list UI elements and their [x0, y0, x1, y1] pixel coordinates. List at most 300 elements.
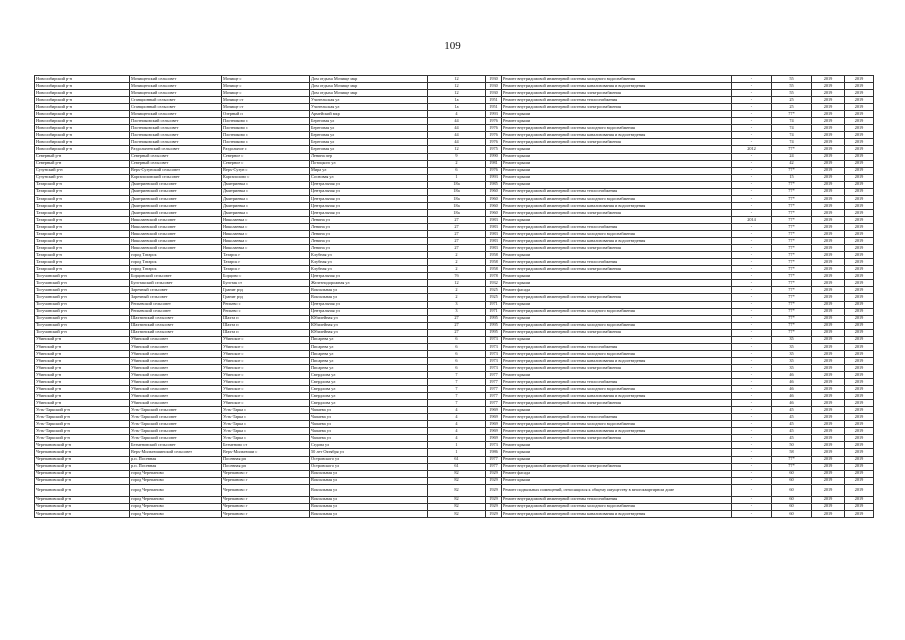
cell-work-type: Ремонт внутридомовой инженерной системы холодного водоснабжения: [502, 125, 732, 132]
cell-settlement: р.п. Посевная: [130, 463, 222, 470]
cell-wear: 45: [772, 414, 812, 421]
cell-plan-end: 2019: [845, 252, 874, 259]
cell-wear: 60: [772, 477, 812, 484]
cell-plan-start: 2019: [812, 503, 845, 510]
cell-plan-end: 2019: [845, 470, 874, 477]
cell-street: Центральная ул: [310, 301, 428, 308]
cell-plan-start: 2019: [812, 76, 845, 83]
cell-house: 27: [428, 216, 486, 223]
cell-house: 1: [428, 449, 486, 456]
cell-year: 1973: [486, 364, 502, 371]
table-row: [35, 477, 874, 484]
cell-year: 1986: [486, 449, 502, 456]
cell-work-type: Ремонт внутридомовой инженерной системы канализования и водоотведения: [502, 132, 732, 139]
cell-settlement: Убинский сельсовет: [130, 386, 222, 393]
cell-year: 1951: [486, 97, 502, 104]
cell-settlement: Шахтинский сельсовет: [130, 322, 222, 329]
cell-settlement: Верх-Мильтюшинский сельсовет: [130, 449, 222, 456]
cell-plan-start: 2019: [812, 456, 845, 463]
cell-settlement: Шахтинский сельсовет: [130, 329, 222, 336]
cell-district: Черепановский р-н: [35, 470, 130, 477]
cell-house: 18а: [428, 209, 486, 216]
cell-plan-end: 2019: [845, 139, 874, 146]
cell-plan-start: 2019: [812, 195, 845, 202]
table-row: [35, 463, 874, 470]
cell-locality: Убинское с: [222, 336, 310, 343]
cell-district: Тогучинский р-н: [35, 273, 130, 280]
cell-street: Береговая ул: [310, 118, 428, 125]
table-row: [35, 90, 874, 97]
table-row: [35, 329, 874, 336]
cell-district: Татарский р-н: [35, 252, 130, 259]
cell-house: 27: [428, 223, 486, 230]
cell-district: Сузунский р-н: [35, 174, 130, 181]
cell-wear: 50: [772, 442, 812, 449]
cell-street: Береговая ул: [310, 146, 428, 153]
cell-year: 1983: [486, 238, 502, 245]
cell-settlement: Дмитриевский сельсовет: [130, 188, 222, 195]
cell-plan-end: 2019: [845, 238, 874, 245]
cell-wear: 77*: [772, 231, 812, 238]
cell-work-type: Ремонт крыши: [502, 153, 732, 160]
cell-settlement: Станционный сельсовет: [130, 97, 222, 104]
cell-locality: Борцово с: [222, 273, 310, 280]
cell-wear: 35: [772, 350, 812, 357]
cell-locality: Убинское с: [222, 343, 310, 350]
cell-plan-start: 2019: [812, 287, 845, 294]
cell-wear: 77*: [772, 294, 812, 301]
cell-wear: 77*: [772, 315, 812, 322]
cell-locality: Убинское с: [222, 350, 310, 357]
cell-house: 4: [428, 407, 486, 414]
cell-plan-end: 2019: [845, 231, 874, 238]
cell-prev-year: -: [732, 386, 772, 393]
table-row: [35, 174, 874, 181]
cell-plan-end: 2019: [845, 496, 874, 503]
cell-locality: Плотниково с: [222, 118, 310, 125]
cell-house: 82: [428, 484, 486, 496]
cell-locality: Черепаново г: [222, 510, 310, 517]
cell-house: 4: [428, 111, 486, 118]
cell-prev-year: -: [732, 160, 772, 167]
cell-district: Черепановский р-н: [35, 449, 130, 456]
cell-plan-end: 2019: [845, 428, 874, 435]
cell-plan-end: 2019: [845, 104, 874, 111]
cell-work-type: Ремонт крыши: [502, 160, 732, 167]
cell-year: 1981: [486, 160, 502, 167]
cell-wear: 74: [772, 139, 812, 146]
cell-year: 1969: [486, 414, 502, 421]
cell-work-type: Ремонт крыши: [502, 301, 732, 308]
cell-district: Татарский р-н: [35, 216, 130, 223]
cell-house: 27: [428, 322, 486, 329]
table-row: [35, 209, 874, 216]
cell-plan-end: 2019: [845, 364, 874, 371]
cell-house: 18а: [428, 202, 486, 209]
cell-year: 1993: [486, 111, 502, 118]
cell-wear: 60: [772, 503, 812, 510]
cell-plan-end: 2019: [845, 245, 874, 252]
cell-house: 27: [428, 238, 486, 245]
cell-settlement: Убинский сельсовет: [130, 357, 222, 364]
cell-plan-start: 2019: [812, 386, 845, 393]
cell-street: Вокзальная ул: [310, 510, 428, 517]
cell-prev-year: -: [732, 379, 772, 386]
cell-locality: Татарск г: [222, 252, 310, 259]
cell-locality: Усть-Тарка с: [222, 435, 310, 442]
cell-work-type: Ремонт внутридомовой инженерной системы холодного водоснабжения: [502, 503, 732, 510]
cell-settlement: город Черепаново: [130, 477, 222, 484]
table-row: [35, 266, 874, 273]
table-row: [35, 153, 874, 160]
table-row: [35, 421, 874, 428]
cell-work-type: Ремонт внутридомовой инженерной системы канализования и водоотведения: [502, 428, 732, 435]
cell-prev-year: -: [732, 181, 772, 188]
cell-street: Чапаева ул: [310, 428, 428, 435]
table-row: [35, 146, 874, 153]
cell-settlement: Николаевский сельсовет: [130, 245, 222, 252]
cell-plan-start: 2019: [812, 484, 845, 496]
cell-wear: 77*: [772, 252, 812, 259]
cell-year: 1990: [486, 153, 502, 160]
table-row: [35, 238, 874, 245]
cell-district: Тогучинский р-н: [35, 322, 130, 329]
cell-plan-start: 2019: [812, 252, 845, 259]
cell-street: Вокзальная ул: [310, 503, 428, 510]
cell-wear: 35: [772, 336, 812, 343]
cell-wear: 24: [772, 153, 812, 160]
cell-street: Центральная ул: [310, 273, 428, 280]
cell-district: Убинский р-н: [35, 393, 130, 400]
cell-year: 1977: [486, 456, 502, 463]
cell-house: 82: [428, 470, 486, 477]
cell-plan-start: 2019: [812, 371, 845, 378]
cell-wear: 77*: [772, 287, 812, 294]
cell-plan-end: 2019: [845, 350, 874, 357]
cell-work-type: Ремонт внутридомовой инженерной системы электроснабжения: [502, 266, 732, 273]
cell-house: 44: [428, 118, 486, 125]
table-row: [35, 371, 874, 378]
cell-wear: 45: [772, 428, 812, 435]
cell-locality: Дмитриевка с: [222, 195, 310, 202]
cell-district: Черепановский р-н: [35, 510, 130, 517]
cell-year: 1969: [486, 407, 502, 414]
cell-locality: Убинское с: [222, 386, 310, 393]
cell-locality: Усть-Тарка с: [222, 428, 310, 435]
cell-plan-end: 2019: [845, 336, 874, 343]
cell-prev-year: -: [732, 301, 772, 308]
cell-plan-start: 2019: [812, 308, 845, 315]
cell-prev-year: 2012: [732, 146, 772, 153]
cell-settlement: Верх-Сузунский сельсовет: [130, 167, 222, 174]
cell-house: 4: [428, 435, 486, 442]
cell-year: 1930: [486, 83, 502, 90]
cell-street: Вокзальная ул: [310, 496, 428, 503]
cell-prev-year: -: [732, 90, 772, 97]
cell-plan-end: 2019: [845, 294, 874, 301]
cell-plan-end: 2019: [845, 90, 874, 97]
cell-wear: 46: [772, 400, 812, 407]
cell-locality: Мочище ст: [222, 104, 310, 111]
cell-year: 1983: [486, 223, 502, 230]
cell-locality: Усть-Тарка с: [222, 414, 310, 421]
cell-prev-year: -: [732, 76, 772, 83]
cell-plan-start: 2019: [812, 153, 845, 160]
cell-plan-start: 2019: [812, 496, 845, 503]
cell-district: Убинский р-н: [35, 357, 130, 364]
cell-wear: 15: [772, 174, 812, 181]
cell-year: 1976: [486, 139, 502, 146]
cell-settlement: Мочищенский сельсовет: [130, 111, 222, 118]
cell-prev-year: -: [732, 510, 772, 517]
cell-house: 2: [428, 294, 486, 301]
cell-wear: 55: [772, 76, 812, 83]
cell-street: Чапаева ул: [310, 435, 428, 442]
cell-house: 27: [428, 245, 486, 252]
cell-wear: 77*: [772, 195, 812, 202]
cell-house: 3: [428, 301, 486, 308]
cell-district: Новосибирский р-н: [35, 90, 130, 97]
table-row: [35, 315, 874, 322]
page-number: 109: [444, 40, 461, 52]
cell-district: Черепановский р-н: [35, 503, 130, 510]
cell-street: Мира ул: [310, 167, 428, 174]
cell-plan-end: 2019: [845, 195, 874, 202]
capital-repair-table: [34, 75, 874, 518]
cell-district: Татарский р-н: [35, 202, 130, 209]
cell-year: 1976: [486, 125, 502, 132]
cell-wear: 35: [772, 357, 812, 364]
cell-plan-end: 2019: [845, 456, 874, 463]
cell-locality: Убинское с: [222, 400, 310, 407]
cell-year: 1930: [486, 90, 502, 97]
cell-plan-end: 2019: [845, 301, 874, 308]
cell-house: 27: [428, 315, 486, 322]
cell-locality: Татарск г: [222, 266, 310, 273]
cell-plan-start: 2019: [812, 294, 845, 301]
cell-prev-year: -: [732, 329, 772, 336]
cell-plan-end: 2019: [845, 484, 874, 496]
cell-settlement: Шахтинский сельсовет: [130, 315, 222, 322]
cell-street: Чапаева ул: [310, 414, 428, 421]
cell-locality: Николаевка с: [222, 238, 310, 245]
cell-plan-start: 2019: [812, 407, 845, 414]
cell-work-type: Ремонт внутридомовой инженерной системы холодного водоснабжения: [502, 231, 732, 238]
table-row: [35, 202, 874, 209]
cell-settlement: Борцовский сельсовет: [130, 273, 222, 280]
cell-settlement: Николаевский сельсовет: [130, 231, 222, 238]
cell-settlement: Раздольненский сельсовет: [130, 146, 222, 153]
cell-settlement: Мочищенский сельсовет: [130, 83, 222, 90]
cell-prev-year: -: [732, 449, 772, 456]
cell-prev-year: -: [732, 287, 772, 294]
cell-plan-end: 2019: [845, 174, 874, 181]
cell-wear: 35: [772, 364, 812, 371]
table-row: [35, 223, 874, 230]
cell-plan-end: 2019: [845, 259, 874, 266]
cell-settlement: город Черепаново: [130, 470, 222, 477]
cell-settlement: Дмитриевский сельсовет: [130, 209, 222, 216]
cell-plan-end: 2019: [845, 421, 874, 428]
cell-plan-start: 2019: [812, 139, 845, 146]
cell-settlement: Каргаполовский сельсовет: [130, 174, 222, 181]
cell-plan-start: 2019: [812, 379, 845, 386]
cell-work-type: Ремонт внутридомовой инженерной системы канализования и водоотведения: [502, 202, 732, 209]
cell-settlement: Репьевский сельсовет: [130, 308, 222, 315]
cell-district: Убинский р-н: [35, 350, 130, 357]
cell-settlement: город Черепаново: [130, 484, 222, 496]
table-row: [35, 322, 874, 329]
cell-district: Убинский р-н: [35, 364, 130, 371]
cell-district: Татарский р-н: [35, 266, 130, 273]
cell-house: 2: [428, 266, 486, 273]
cell-locality: Дмитриевка с: [222, 181, 310, 188]
cell-district: Усть-Таркский р-н: [35, 407, 130, 414]
cell-wear: 45: [772, 407, 812, 414]
cell-settlement: город Черепаново: [130, 510, 222, 517]
cell-house: 12: [428, 83, 486, 90]
cell-year: 1960: [486, 202, 502, 209]
table-row: [35, 435, 874, 442]
cell-street: Клубная ул: [310, 252, 428, 259]
cell-locality: Буготак ст: [222, 280, 310, 287]
cell-plan-end: 2019: [845, 477, 874, 484]
cell-plan-end: 2019: [845, 118, 874, 125]
cell-work-type: Ремонт внутридомовой инженерной системы электроснабжения: [502, 90, 732, 97]
cell-settlement: Усть-Таркский сельсовет: [130, 421, 222, 428]
cell-prev-year: -: [732, 294, 772, 301]
cell-plan-start: 2019: [812, 428, 845, 435]
cell-prev-year: -: [732, 195, 772, 202]
cell-prev-year: -: [732, 343, 772, 350]
cell-year: 1930: [486, 76, 502, 83]
cell-district: Новосибирский р-н: [35, 125, 130, 132]
cell-street: Железнодорожная ул: [310, 280, 428, 287]
cell-work-type: Ремонт внутридомовой инженерной системы электроснабжения: [502, 364, 732, 371]
cell-plan-start: 2019: [812, 125, 845, 132]
cell-plan-start: 2019: [812, 301, 845, 308]
cell-work-type: Ремонт внутридомовой инженерной системы холодного водоснабжения: [502, 386, 732, 393]
cell-prev-year: -: [732, 414, 772, 421]
cell-plan-start: 2019: [812, 266, 845, 273]
table-row: [35, 181, 874, 188]
cell-district: Убинский р-н: [35, 336, 130, 343]
table-row: [35, 160, 874, 167]
cell-work-type: Ремонт внутридомовой инженерной системы электроснабжения: [502, 329, 732, 336]
cell-wear: 77*: [772, 216, 812, 223]
cell-wear: 74: [772, 132, 812, 139]
cell-wear: 77*: [772, 202, 812, 209]
cell-locality: Шахта п: [222, 322, 310, 329]
cell-work-type: Ремонт крыши: [502, 181, 732, 188]
cell-locality: Верх-Сузун с: [222, 167, 310, 174]
cell-plan-end: 2019: [845, 202, 874, 209]
cell-street: Центральная ул: [310, 209, 428, 216]
cell-plan-end: 2019: [845, 266, 874, 273]
cell-street: Дом отдыха Мочище мкр: [310, 90, 428, 97]
cell-work-type: Ремонт внутридомовой инженерной системы канализования и водоотведения: [502, 238, 732, 245]
cell-plan-start: 2019: [812, 209, 845, 216]
cell-settlement: город Татарск: [130, 252, 222, 259]
cell-year: 1977: [486, 379, 502, 386]
cell-prev-year: -: [732, 104, 772, 111]
cell-district: Убинский р-н: [35, 379, 130, 386]
cell-locality: Убинское с: [222, 364, 310, 371]
cell-plan-end: 2019: [845, 153, 874, 160]
cell-locality: Черепаново г: [222, 470, 310, 477]
cell-prev-year: 2014: [732, 216, 772, 223]
cell-work-type: Ремонт крыши: [502, 407, 732, 414]
cell-wear: 77*: [772, 308, 812, 315]
table-row: [35, 428, 874, 435]
cell-settlement: Николаевский сельсовет: [130, 238, 222, 245]
cell-work-type: Ремонт внутридомовой инженерной системы электроснабжения: [502, 463, 732, 470]
cell-prev-year: -: [732, 435, 772, 442]
cell-prev-year: -: [732, 456, 772, 463]
cell-plan-end: 2019: [845, 181, 874, 188]
cell-plan-start: 2019: [812, 364, 845, 371]
cell-house: 12: [428, 146, 486, 153]
cell-wear: 77*: [772, 301, 812, 308]
cell-settlement: р.п. Посевная: [130, 456, 222, 463]
cell-locality: Убинское с: [222, 393, 310, 400]
cell-locality: Убинское с: [222, 379, 310, 386]
cell-plan-end: 2019: [845, 329, 874, 336]
cell-work-type: Ремонт внутридомовой инженерной системы теплоснабжения: [502, 343, 732, 350]
cell-year: 1977: [486, 393, 502, 400]
cell-street: Центральная ул: [310, 181, 428, 188]
cell-plan-start: 2019: [812, 202, 845, 209]
cell-street: Учительская ул: [310, 97, 428, 104]
table-row: [35, 83, 874, 90]
table-row: [35, 442, 874, 449]
cell-prev-year: -: [732, 442, 772, 449]
cell-house: 6: [428, 336, 486, 343]
cell-district: Северный р-н: [35, 153, 130, 160]
cell-street: Ленина пер: [310, 153, 428, 160]
cell-year: 1971: [486, 308, 502, 315]
cell-work-type: Ремонт крыши: [502, 118, 732, 125]
cell-district: Черепановский р-н: [35, 484, 130, 496]
cell-house: 82: [428, 477, 486, 484]
cell-wear: 77*: [772, 111, 812, 118]
cell-street: Юбилейная ул: [310, 329, 428, 336]
cell-work-type: Ремонт внутридомовой инженерной системы электроснабжения: [502, 245, 732, 252]
cell-year: 1975: [486, 146, 502, 153]
cell-wear: 55: [772, 83, 812, 90]
cell-district: Черепановский р-н: [35, 456, 130, 463]
cell-plan-start: 2019: [812, 442, 845, 449]
cell-plan-end: 2019: [845, 414, 874, 421]
cell-prev-year: -: [732, 132, 772, 139]
cell-work-type: Ремонт внутридомовой инженерной системы теплоснабжения: [502, 188, 732, 195]
cell-plan-start: 2019: [812, 350, 845, 357]
cell-wear: 25: [772, 104, 812, 111]
cell-settlement: Дмитриевский сельсовет: [130, 202, 222, 209]
cell-settlement: Убинский сельсовет: [130, 379, 222, 386]
cell-plan-end: 2019: [845, 407, 874, 414]
cell-district: Тогучинский р-н: [35, 280, 130, 287]
cell-house: 9: [428, 153, 486, 160]
cell-plan-end: 2019: [845, 393, 874, 400]
table-row: [35, 195, 874, 202]
cell-settlement: Убинский сельсовет: [130, 393, 222, 400]
cell-house: 7: [428, 386, 486, 393]
cell-wear: 77*: [772, 456, 812, 463]
cell-year: 1929: [486, 510, 502, 517]
cell-locality: Плотниково с: [222, 132, 310, 139]
cell-settlement: Усть-Таркский сельсовет: [130, 435, 222, 442]
